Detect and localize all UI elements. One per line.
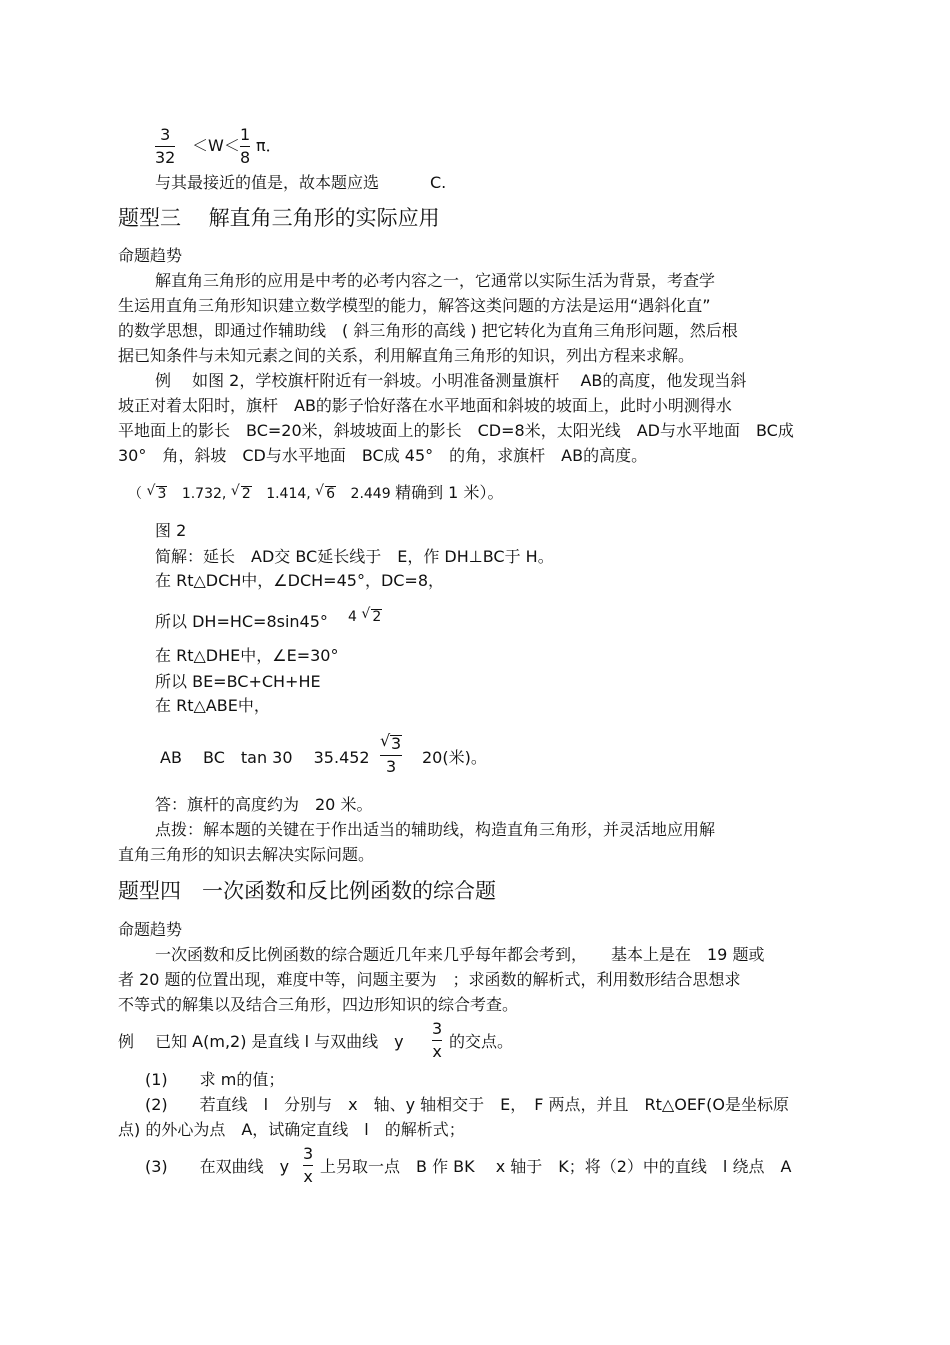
question-1: (1) 求 m的值； xyxy=(145,1070,285,1089)
example-line: 例 如图 2，学校旗杆附近有一斜坡。小明准备测量旗杆 AB的高度，他发现当斜 xyxy=(155,371,747,390)
example-line: 平地面上的影长 BC=20米，斜坡坡面上的影长 CD=8米，太阳光线 AD与水平地面 BC成 xyxy=(118,421,794,440)
answer-text: 答：旗杆的高度约为 20 米。 xyxy=(155,795,373,814)
section-3-para-line: 据已知条件与未知元素之间的关系，利用解直角三角形的知识，列出方程来求解。 xyxy=(118,346,695,365)
sqrt-6: √ 6 xyxy=(315,483,336,502)
question-2-line: (2) 若直线 l 分别与 x 轴、y 轴相交于 E， F 两点，并且 Rt△OEF(O是坐标原 xyxy=(145,1095,789,1114)
solution-line: 在 Rt△ABE中， xyxy=(155,696,270,715)
example-line: 30° 角，斜坡 CD与水平地面 BC成 45° 的角，求旗杆 AB的高度。 xyxy=(118,446,648,465)
dh-line: 所以 DH=HC=8sin45° xyxy=(155,612,328,631)
solution-line: 所以 BE=BC+CH+HE xyxy=(155,672,321,691)
question-3-suffix: 上另取一点 B 作 BK x 轴于 K；将（2）中的直线 l 绕点 A xyxy=(320,1157,792,1176)
section-4-trend-label: 命题趋势 xyxy=(118,920,183,939)
solution-line: 简解：延长 AD交 BC延长线于 E，作 DH⊥BC于 H。 xyxy=(155,547,554,566)
section-3-para-line: 的数学思想，即通过作辅助线 ( 斜三角形的高线 ) 把它转化为直角三角形问题，然后根 xyxy=(118,321,738,340)
sqrt-2: √ 2 xyxy=(361,606,382,625)
fraction-denominator: 8 xyxy=(240,148,251,167)
section-3-trend-label: 命题趋势 xyxy=(118,246,183,265)
fraction-numerator: 1 xyxy=(240,125,251,144)
sqrt-3: √ 3 xyxy=(146,483,167,502)
section-4-para-line: 不等式的解集以及结合三角形，四边形知识的综合考查。 xyxy=(118,995,519,1014)
section-4-heading: 题型四 一次函数和反比例函数的综合题 xyxy=(118,879,496,903)
answer-choice: C. xyxy=(430,173,447,192)
question-2-line: 点) 的外心为点 A，试确定直线 l 的解析式； xyxy=(118,1120,465,1139)
figure-label: 图 2 xyxy=(155,521,187,540)
hint-line: 点拨：解本题的关键在于作出适当的辅助线，构造直角三角形，并灵活地应用解 xyxy=(155,820,716,839)
inequality-text: ＜W＜ xyxy=(192,136,240,155)
equation-rhs: 20(米)。 xyxy=(422,748,487,767)
section-3-para-line: 生运用直角三角形知识建立数学模型的能力，解答这类问题的方法是运用“遇斜化直” xyxy=(118,296,711,315)
fraction-3-over-x: 3 x xyxy=(303,1144,314,1186)
fraction-1-over-8 xyxy=(240,127,250,166)
fraction-3-over-32 xyxy=(155,127,175,166)
fraction-numerator: 3 xyxy=(160,125,171,144)
fraction-3-over-x: 3 x xyxy=(432,1019,443,1061)
pi-tail: π． xyxy=(256,136,282,155)
fraction-denominator: 32 xyxy=(155,148,176,167)
equation-lhs: AB BC tan 30 35.452 xyxy=(160,748,370,767)
section-4-para-line: 者 20 题的位置出现，难度中等，问题主要为 ；求函数的解析式，利用数形结合思想求 xyxy=(118,970,741,989)
example-suffix: 的交点。 xyxy=(449,1032,514,1051)
dh-value: 4 √ 2 xyxy=(348,606,382,625)
solution-line: 在 Rt△DHE中，∠E=30° xyxy=(155,646,339,665)
sqrt-3: √ 3 xyxy=(380,731,402,753)
section-3-para-line: 解直角三角形的应用是中考的必考内容之一，它通常以实际生活为背景，考查学 xyxy=(155,271,716,290)
section-4-para-line: 一次函数和反比例函数的综合题近几年来几乎每年都会考到， 基本上是在 19 题或 xyxy=(155,945,765,964)
hint-line: 直角三角形的知识去解决实际问题。 xyxy=(118,845,375,864)
example-prefix: 例 已知 A(m,2) 是直线 l 与双曲线 y xyxy=(118,1032,404,1051)
sqrt-2: √ 2 xyxy=(230,483,251,502)
solution-line: 在 Rt△DCH中，∠DCH=45°，DC=8， xyxy=(155,571,445,590)
answer-line: 与其最接近的值是，故本题应选 xyxy=(155,173,380,192)
approximation-line: （ √ 3 1.732, √ 2 1.414, √ 6 2.449 精确到 1 米）。 xyxy=(128,483,504,502)
fraction-root3-over-3: √ 3 3 xyxy=(380,731,402,776)
question-3-prefix: (3) 在双曲线 y xyxy=(145,1157,290,1176)
section-3-heading: 题型三 解直角三角形的实际应用 xyxy=(118,206,440,230)
example-line: 坡正对着太阳时，旗杆 AB的影子恰好落在水平地面和斜坡的坡面上，此时小明测得水 xyxy=(118,396,732,415)
